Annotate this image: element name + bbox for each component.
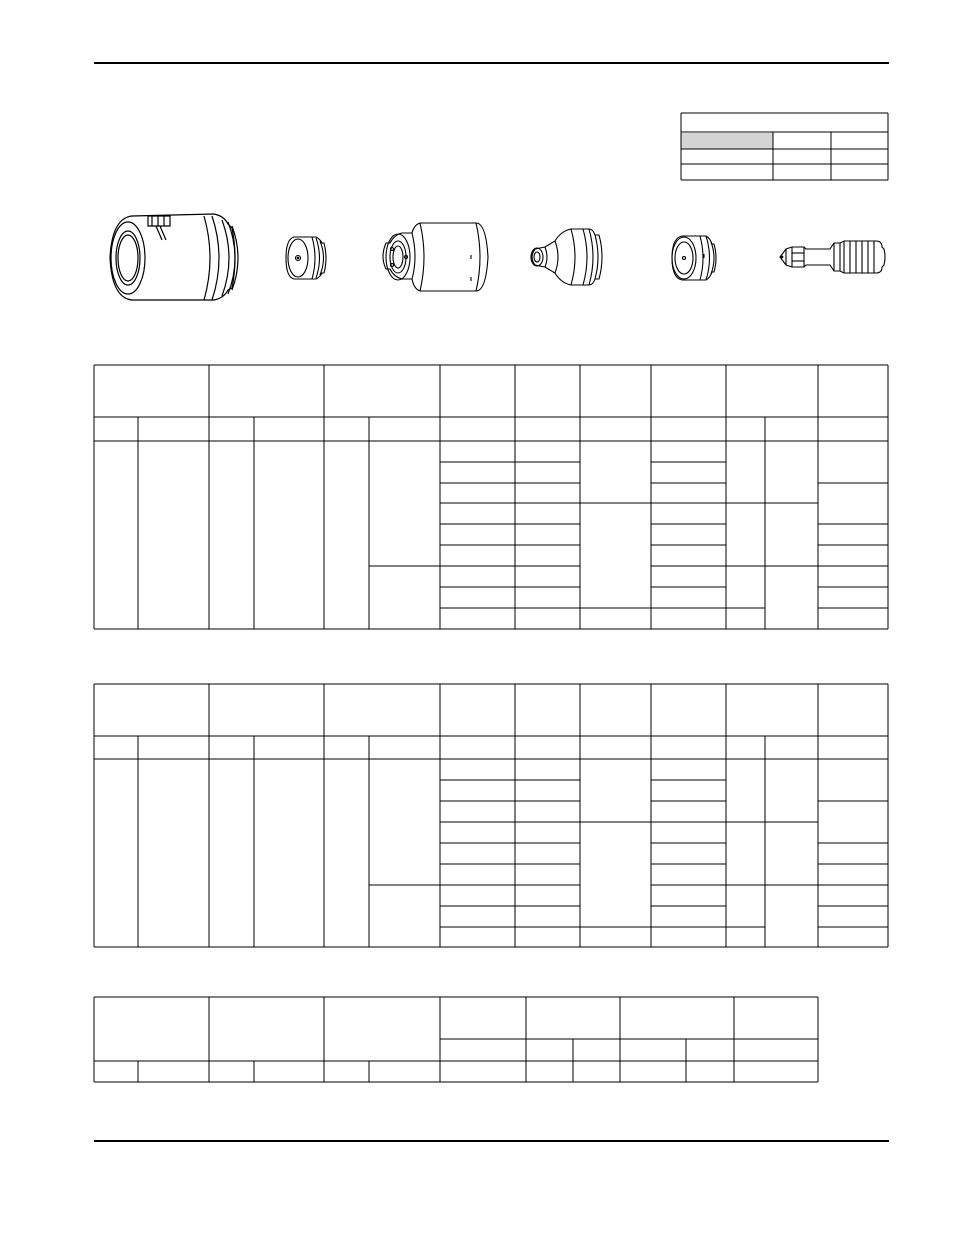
shield-cap-icon: [286, 233, 328, 283]
nozzle-icon: [527, 225, 607, 289]
shield-icon: [104, 210, 244, 302]
process-table-3: [94, 997, 818, 1082]
legend-header-fill: [681, 133, 773, 149]
process-table-2: [94, 684, 888, 947]
legend-table: [681, 113, 888, 180]
electrode-icon: [778, 237, 886, 277]
retaining-cap-icon: [380, 219, 490, 295]
swirl-ring-icon: [670, 232, 720, 284]
process-table-1: [94, 365, 888, 629]
footer-rule: [94, 1140, 889, 1142]
